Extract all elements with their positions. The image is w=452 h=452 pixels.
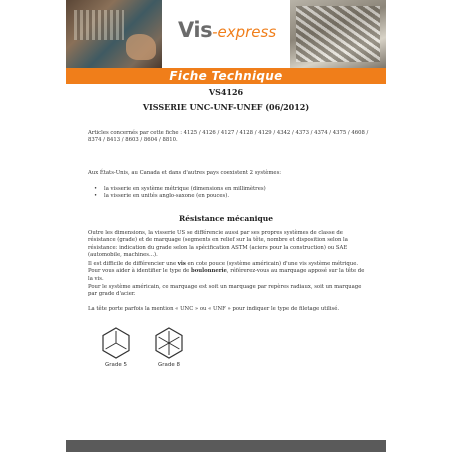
head-paragraph: La tête porte parfois la mention « UNC » ou « UNF » pour indiquer le type de filetage utilisé. <box>88 306 340 312</box>
document-subtitle: VISSERIE UNC-UNF-UNEF (06/2012) <box>142 102 310 112</box>
articles-paragraph: Articles concernés par cette fiche : 4125 / 4126 / 4127 / 4128 / 4129 / 4342 / 4373 / 4374 / 4375 / 4608 / 8374 / 8413 / 8603 / 8604 / 8810. <box>88 130 369 144</box>
grade-5-label: Grade 5 <box>104 362 128 368</box>
difficulty-paragraph <box>88 261 370 283</box>
text-span: en cote pouce (système américain) d'une vis système métrique. Pour vous aider à identifier le type de <box>88 261 359 275</box>
logo-suffix: -express <box>212 23 277 41</box>
header-banner <box>66 0 386 68</box>
systems-intro: Aux États-Unis, au Canada et dans d'autres pays coexistent 2 systèmes: <box>88 170 282 176</box>
list-item: • la visserie en unités anglo-saxone (en pouces). <box>102 193 362 200</box>
list-item: • la visserie en système métrique (dimensions en millimètres) <box>102 186 362 193</box>
resistance-paragraph: Outre les dimensions, la visserie US se différencie aussi par ses propres systèmes de classe de résistance (grade) et de marquage (segments en relief sur la tête, nombre et disposition selon la résistance: indication du grade selon la spécification ASTM (aciers pour la construction) ou SAE (automobile, machines...). <box>88 230 348 258</box>
bold-boulonnerie: boulonnerie <box>190 268 227 275</box>
text-span: Il est difficile de différencier une <box>88 261 178 267</box>
text-span: , référerez-vous au marquage apposé sur la tête de la vis. <box>88 268 365 282</box>
document-reference: VS4126 <box>208 87 244 97</box>
tools-photo <box>66 0 162 68</box>
grade-8-label: Grade 8 <box>157 362 181 368</box>
systems-list <box>102 186 362 201</box>
title-bar <box>66 68 386 84</box>
grade-5-bolt-head-icon <box>99 326 133 360</box>
technical-sheet-page <box>66 0 386 452</box>
screws-photo <box>290 0 386 68</box>
grade-8-bolt-head-icon <box>152 326 186 360</box>
footer-bar <box>66 440 386 452</box>
banner-title: Fiche Technique <box>169 69 283 83</box>
section-title: Résistance mécanique <box>179 214 273 223</box>
vis-express-logo[interactable] <box>178 18 278 48</box>
logo-brand: Vis <box>178 18 213 42</box>
bold-vis: vis <box>177 261 186 267</box>
marking-paragraph: Pour le système américain, ce marquage est soit un marquage par repères radiaux, soit un marquage par grade d'acier. <box>88 284 362 298</box>
